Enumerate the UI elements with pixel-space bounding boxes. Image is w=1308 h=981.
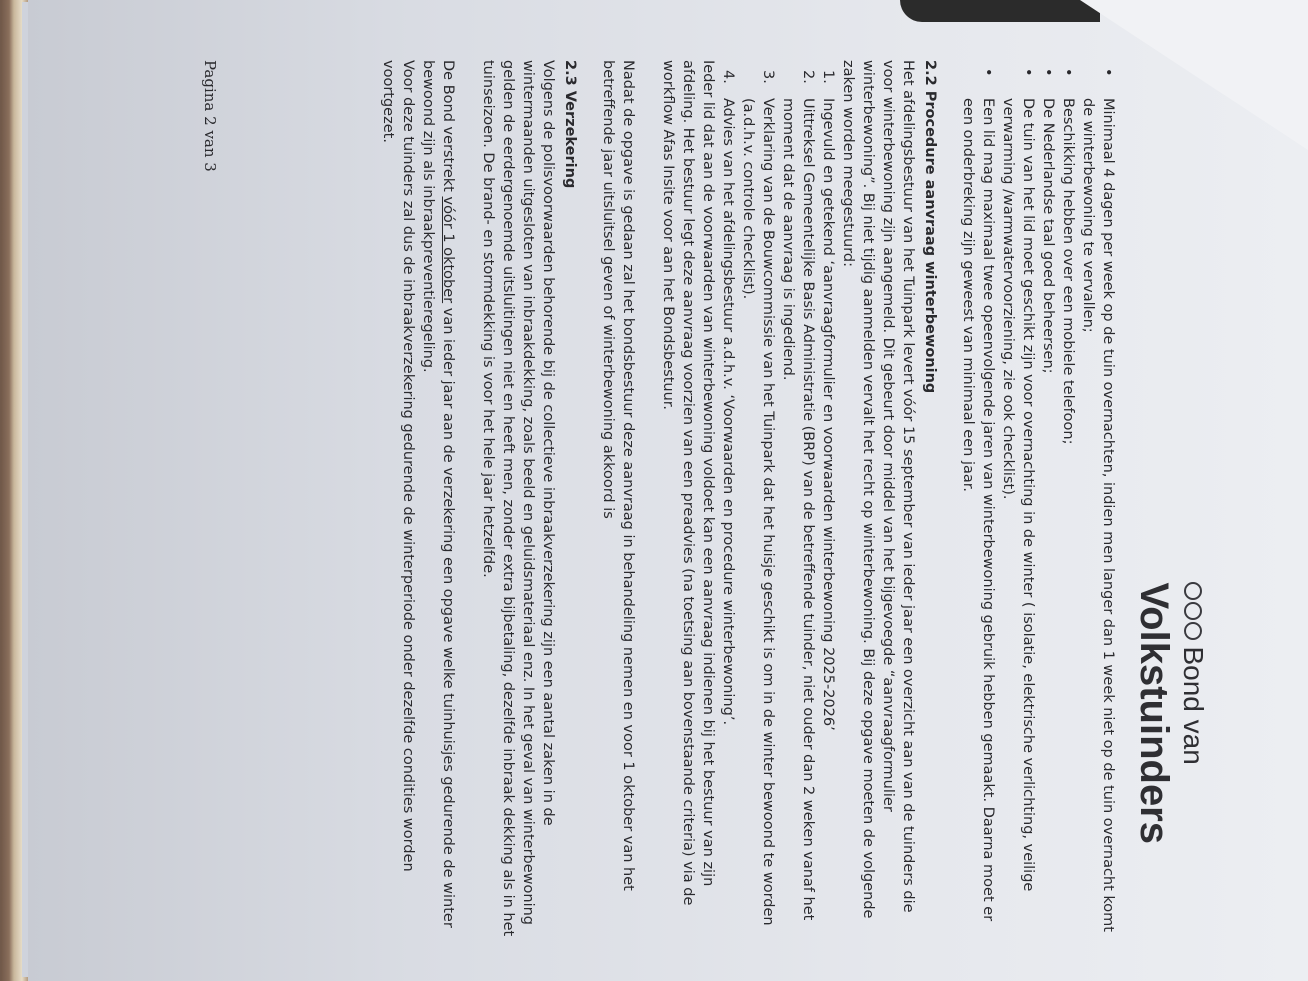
list-item: • Beschikking hebben over een mobiele telefoon; [1058, 98, 1078, 940]
list-item: 1. Ingevuld en getekend ‘aanvraagformulier en voorwaarden winterbewoning 2025-2026’ [820, 70, 836, 731]
list-item: • Een lid mag maximaal twee opeenvolgende jaren van winterbewoning gebruik hebben gemaakt. Daarna moet er een onderbreking zijn geweest van minimaal een jaar. [958, 98, 998, 940]
section-heading: 2.2 Procedure aanvraag winterbewoning [922, 60, 938, 394]
document-page [140, 60, 1210, 940]
organization-logo [1132, 582, 1210, 844]
procedure-steps [718, 60, 838, 940]
background-object [900, 0, 1100, 22]
logo-line2: Volkstuinders [1132, 582, 1176, 844]
logo-emblem-icon [1184, 582, 1202, 640]
paragraph: Voor deze tuinders zal dus de inbraakverzekering gedurende de winterperiode onder dezelfde condities worden voortgezet. [380, 60, 416, 872]
list-item: 4. Advies van het afdelingsbestuur a.d.h.v. ‘Voorwaarden en procedure winterbewoning’. [720, 70, 736, 726]
paragraph: Het afdelingsbestuur van het Tuinpark levert vóór 15 september van ieder jaar een overzicht aan van de tuinders die voor winterbewoning zijn aangemeld. Dit gebeurt door middel van het bijgevoegde “aanvraagformulier winterbewoning”. Bij niet tijdig aanmelden vervalt het recht op winterbewoning. Bij deze opgave moeten de volgende zaken worden meegestuurd: [840, 60, 916, 919]
list-item: • De Nederlandse taal goed beheersen; [1038, 98, 1058, 940]
page-number: Pagina 2 van 3 [201, 60, 219, 172]
list-item: • De tuin van het lid moet geschikt zijn voor overnachting in de winter ( isolatie, elektrische verlichting, veilige verwarming /warmwatervoorziening, zie ook checklist). [998, 98, 1038, 940]
list-item: 3. Verklaring van de Bouwcommissie van het Tuinpark dat het huisje geschikt is om in de winter bewoond te worden (a.d.h.v. controle checklist). [740, 70, 776, 926]
paragraph: De Bond verstrekt vóór 1 oktober van ieder jaar aan de verzekering een opgave welke tuinhuisjes gedurende de winter bewoond zijn als inbraakpreventieregeling. [420, 60, 456, 928]
paragraph: Volgens de polisvoorwaarden behorende bij de collectieve inbraakverzekering zijn een aantal zaken in de wintermaanden uitgesloten van inbraakdekking, zoals beeld en geluidsmateriaal enz. In het geval van winterbewoning gelden de eerdergenoemde uitsluitingen niet en heeft men, zonder extra bijbetaling, dezelfde inbraak dekking als in het tuinseizoen. De brand- en stormdekking is voor het hele jaar hetzelfde. [480, 60, 556, 937]
paragraph: Ieder lid dat aan de voorwaarden van winterbewoning voldoet kan een aanvraag indienen bij het bestuur van zijn afdeling. Het bestuur legt deze aanvraag voorzien van een preadvies (na toetsing aan bovenstaande criteria) via de workflow Afas Insite voor aan het Bondsbestuur. [660, 60, 716, 906]
list-item: 2. Uittreksel Gemeentelijke Basis Administratie (BRP) van de betreffende tuinder, niet ouder dan 2 weken vanaf het moment dat de aanvraag is ingediend. [780, 70, 816, 921]
underlined-date: vóór 1 oktober [440, 196, 456, 304]
list-item: • Minimaal 4 dagen per week op de tuin overnachten, indien men langer dan 1 week niet op de tuin overnacht komt de winterbewoning te vervallen; [1078, 98, 1118, 940]
document-body [378, 60, 1118, 940]
requirements-list [958, 60, 1118, 940]
paragraph: Nadat de opgave is gedaan zal het bondsbestuur deze aanvraag in behandeling nemen en voor 1 oktober van het betreffende jaar uitsluitsel geven of winterbewoning akkoord is [600, 60, 636, 891]
logo-line1: Bond van [1178, 646, 1209, 765]
section-heading: 2.3 Verzekering [562, 60, 578, 189]
